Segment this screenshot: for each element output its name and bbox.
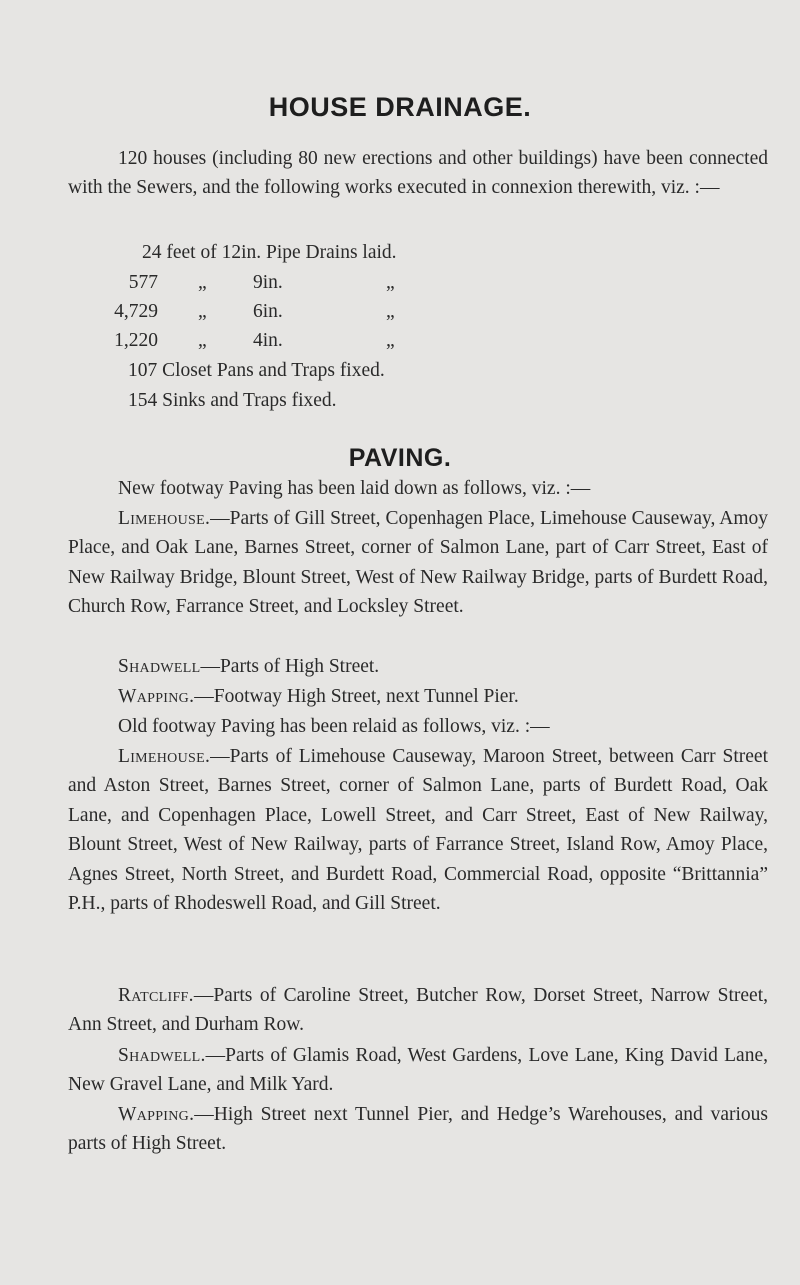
district-label: Shadwell [118,656,201,677]
ditto-mark: „ [198,272,207,293]
district-label: Wapping. [118,1104,195,1125]
district-text: —Parts of Limehouse Causeway, Maroon Street, between Carr Street and Aston Street, Barnes Street, corner of Salmon Lane, parts of Burdett Road, Oak Lane, and Copenhagen Place, Lowell Street, and Carr Street, East of New Railway, Blount Street, West of New Railway, parts of Farrance Street, Island Row, Amoy Place, Agnes Street, North Street, and Burdett Road, Commercial Road, opposite “Brittannia” P.H., parts of Rhodeswell Road, and Gill Street. [68,746,768,915]
drain-quantity: 577 [128,272,158,293]
paving-heading: PAVING. [348,444,452,472]
ditto-mark: „ [386,330,395,351]
district-label: Limehouse. [118,508,211,529]
drain-size: 9in. [253,272,283,293]
district-label: Limehouse. [118,746,211,767]
drain-size: 6in. [253,301,283,322]
house-drainage-intro: 120 houses (including 80 new erections and other buildings) have been connected with the Sewers, and the following works executed in connexion therewith, viz. :— [68,148,768,199]
closet-pans-line: 107 Closet Pans and Traps fixed. [128,360,385,381]
drain-size: 4in. [253,330,283,351]
new-paving-limehouse [68,504,768,622]
district-label: Wapping. [118,686,195,707]
old-paving-wapping [68,1100,768,1159]
district-text: —Footway High Street, next Tunnel Pier. [194,686,519,707]
sinks-line: 154 Sinks and Traps fixed. [128,390,337,411]
new-paving-intro: New footway Paving has been laid down as follows, viz. :— [118,478,591,499]
old-paving-intro: Old footway Paving has been relaid as follows, viz. :— [118,716,550,737]
ditto-mark: „ [198,301,207,322]
district-text: —Parts of Caroline Street, Butcher Row, Dorset Street, Narrow Street, Ann Street, and Durham Row. [68,985,768,1036]
district-text: —Parts of Gill Street, Copenhagen Place, Limehouse Causeway, Amoy Place, and Oak Lane, Barnes Street, corner of Salmon Lane, part of Carr Street, East of New Railway Bridge, Blount Street, West of New Railway Bridge, parts of Burdett Road, Church Row, Farrance Street, and Locksley Street. [68,508,768,618]
old-paving-ratcliff [68,981,768,1040]
new-paving-wapping [68,682,768,711]
district-label: Shadwell. [118,1045,206,1066]
district-label: Ratcliff. [118,985,194,1006]
new-paving-shadwell [68,652,768,681]
district-text: —Parts of High Street. [200,656,380,677]
pipe-drains-line: 24 feet of 12in. Pipe Drains laid. [142,242,397,263]
ditto-mark: „ [198,330,207,351]
district-text: —Parts of Glamis Road, West Gardens, Love Lane, King David Lane, New Gravel Lane, and Milk Yard. [68,1045,768,1096]
district-text: —High Street next Tunnel Pier, and Hedge’s Warehouses, and various parts of High Street. [68,1104,768,1155]
drain-quantity: 4,729 [114,301,158,322]
old-paving-limehouse [68,742,768,918]
old-paving-shadwell [68,1041,768,1100]
ditto-mark: „ [386,272,395,293]
ditto-mark: „ [386,301,395,322]
drain-quantity: 1,220 [114,330,158,351]
house-drainage-heading: HOUSE DRAINAGE. [268,92,532,122]
